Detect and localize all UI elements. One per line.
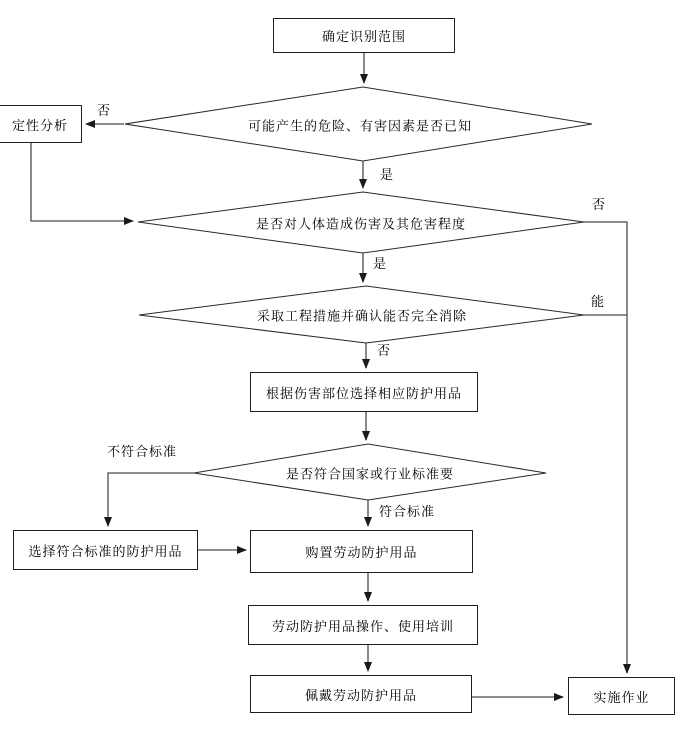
edge-label-not-meet-standard: 不符合标准 bbox=[107, 445, 178, 460]
decision-harm-degree-label: 是否对人体造成伤害及其危害程度 bbox=[255, 217, 467, 233]
edge-label-yes-harm: 是 bbox=[373, 257, 388, 272]
connector-harm-no-to-implement bbox=[584, 222, 627, 673]
edge-label-no-harm: 否 bbox=[592, 198, 607, 213]
edge-label-can-eliminate: 能 bbox=[591, 295, 606, 310]
node-select-standard-ppe: 选择符合标准的防护用品 bbox=[13, 530, 198, 570]
connector-qualitative-to-harm bbox=[31, 142, 133, 221]
node-training: 劳动防护用品操作、使用培训 bbox=[248, 605, 478, 645]
node-implement-work: 实施作业 bbox=[568, 677, 675, 715]
node-purchase-ppe: 购置劳动防护用品 bbox=[250, 530, 473, 573]
edge-label-yes-hazard: 是 bbox=[380, 168, 395, 183]
edge-label-no-eliminate: 否 bbox=[377, 344, 392, 359]
decision-engineering-measures-label: 采取工程措施并确认能否完全消除 bbox=[256, 309, 468, 325]
node-qualitative-analysis: 定性分析 bbox=[0, 105, 82, 143]
edge-label-meet-standard: 符合标准 bbox=[379, 505, 436, 520]
decision-meets-standard-label: 是否符合国家或行业标准要 bbox=[285, 467, 455, 483]
node-wear-ppe: 佩戴劳动防护用品 bbox=[250, 675, 472, 713]
decision-hazard-known-label: 可能产生的危险、有害因素是否已知 bbox=[247, 119, 473, 135]
edge-label-no-hazard: 否 bbox=[97, 104, 112, 119]
node-select-by-injury: 根据伤害部位选择相应防护用品 bbox=[250, 372, 478, 412]
connector-standard-notmeet-to-selectppe bbox=[108, 473, 194, 526]
node-determine-scope: 确定识别范围 bbox=[273, 18, 455, 53]
